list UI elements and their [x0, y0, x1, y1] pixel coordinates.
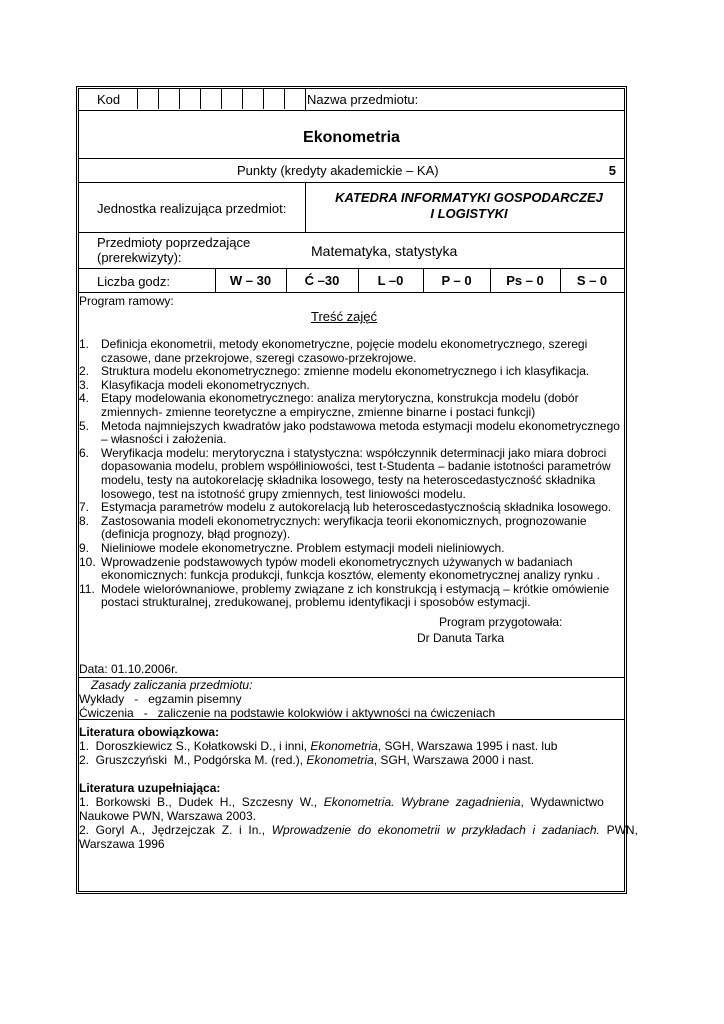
- supplementary-literature-item: 2. Goryl A., Jędrzejczak Z. i In., Wprowadzenie do ekonometrii w przykładach i zadaniach. PWN,: [79, 823, 638, 837]
- hours-exercises: Ć –30: [304, 273, 340, 288]
- topic-text-line: Definicja ekonometrii, metody ekonometryczne, pojęcie modelu ekonometrycznego, szeregi: [101, 337, 588, 351]
- topic-item: [79, 556, 624, 583]
- program-section: [79, 293, 624, 678]
- topic-text-line: Wprowadzenie podstawowych typów modeli ekonometrycznych używanych w badaniach: [101, 554, 573, 569]
- hours-lab: L –0: [377, 273, 404, 288]
- topics-list: [79, 338, 624, 610]
- course-card: [76, 86, 638, 894]
- assessment-exercises: Ćwiczenia - zaliczenie na podstawie kolokwiów i aktywności na ćwiczeniach: [79, 706, 496, 720]
- prepared-by-name: Dr Danuta Tarka: [417, 631, 505, 645]
- code-box: [158, 89, 179, 109]
- topic-number: 9.: [79, 540, 90, 555]
- topic-number: 4.: [79, 391, 90, 406]
- topic-number: 5.: [79, 418, 90, 433]
- code-box: [263, 89, 284, 109]
- topic-number: 11.: [79, 581, 95, 596]
- program-label: Program ramowy:: [79, 294, 174, 308]
- topic-text-line: ekonomicznych: funkcja produkcji, funkcja kosztów, elementy ekonometrycznej analizy rynku .: [101, 568, 600, 583]
- topic-text-line: Estymacja parametrów modelu z autokorelacją lub heteroscedastycznością składnika losowego.: [101, 500, 612, 515]
- topic-item: [79, 420, 624, 447]
- code-box: [179, 89, 200, 109]
- supplementary-literature-item-cont: Naukowe PWN, Warszawa 2003.: [79, 809, 256, 823]
- code-row: [79, 89, 624, 111]
- code-box: [242, 89, 263, 109]
- topic-text-line: losowego, test na istotność grupy zmiennych, test liniowości modelu.: [101, 486, 466, 501]
- topic-item: [79, 515, 624, 542]
- subject-name-label: Nazwa przedmiotu:: [307, 92, 419, 107]
- hours-lecture: W – 30: [229, 273, 272, 288]
- topic-text-line: Klasyfikacja modeli ekonometrycznych.: [101, 377, 310, 392]
- required-literature-item: 2. Gruszczyński M., Podgórska M. (red.), Ekonometria, SGH, Warszawa 2000 i nast.: [79, 753, 535, 767]
- topic-text-line: dopasowania modelu, problem współliniowości, test t-Studenta – badanie istotności parametrów: [101, 459, 611, 474]
- code-box: [200, 89, 221, 109]
- code-box: [221, 89, 242, 109]
- course-title: Ekonometria: [303, 129, 400, 146]
- prereq-label-line1: Przedmioty poprzedzające: [97, 235, 251, 250]
- topic-text-line: Weryfikacja modelu: merytoryczna i statystyczna: współczynnik determinacji jako miara dobroci: [101, 445, 607, 460]
- credits-label: Punkty (kredyty akademickie – KA): [237, 163, 439, 178]
- topic-number: 8.: [79, 513, 90, 528]
- hours-row: [79, 269, 624, 293]
- hours-proseminar: Ps – 0: [506, 273, 544, 288]
- topic-text-line: – własności i założenia.: [101, 432, 227, 447]
- topic-item: [79, 392, 624, 419]
- topic-number: 7.: [79, 500, 90, 515]
- hours-seminar: S – 0: [576, 273, 608, 288]
- topic-text-line: Metoda najmniejszych kwadratów jako podstawowa metoda estymacji modelu ekonometrycznego: [101, 418, 620, 433]
- topic-item: [79, 365, 624, 379]
- topic-text-line: Struktura modelu ekonometrycznego: zmienne modelu ekonometrycznego i ich klasyfikacja.: [101, 364, 590, 379]
- topic-text-line: zmiennych- zmienne teoretyczne a empiryczne, zmienne binarne i postaci funkcji): [101, 404, 536, 419]
- title-row: [79, 111, 624, 159]
- code-box: [137, 89, 158, 109]
- topic-number: 3.: [79, 377, 90, 392]
- credits-value: 5: [608, 163, 616, 178]
- topic-text-line: Modele wielorównaniowe, problemy związane z ich konstrukcją i estymacją – krótkie omówienie: [101, 581, 610, 596]
- topic-number: 1.: [79, 337, 90, 351]
- topic-item: [79, 338, 624, 365]
- prereq-label-line2: (prerekwizyty):: [97, 250, 182, 265]
- topic-number: 2.: [79, 364, 90, 379]
- assessment-lecture: Wykłady - egzamin pisemny: [79, 692, 242, 706]
- supplementary-literature-item: 1. Borkowski B., Dudek H., Szczesny W., Ekonometria. Wybrane zagadnienia, Wydawnictwo: [79, 795, 604, 809]
- unit-value-line1: KATEDRA INFORMATYKI GOSPODARCZEJ: [335, 190, 603, 205]
- hours-label: Liczba godz:: [97, 274, 170, 289]
- topic-text-line: postaci strukturalnej, zredukowanej, problemu identyfikacji i sposobów estymacji.: [101, 595, 531, 610]
- assessment-section: [79, 678, 624, 720]
- prerequisites-row: [79, 233, 624, 269]
- topic-item: [79, 379, 624, 393]
- topic-item: [79, 542, 624, 556]
- prepared-by-label: Program przygotowała:: [439, 615, 563, 629]
- topic-text-line: Etapy modelowania ekonometrycznego: analiza merytoryczna, konstrukcja modelu (dobór: [101, 391, 579, 406]
- hours-project: P – 0: [441, 273, 472, 288]
- topic-item: [79, 447, 624, 501]
- topic-number: 10.: [79, 554, 96, 569]
- topic-item: [79, 583, 624, 610]
- supplementary-literature-title: Literatura uzupełniająca:: [79, 781, 221, 795]
- assessment-title: Zasady zaliczania przedmiotu:: [91, 678, 253, 692]
- topic-text-line: (definicja prognozy, błąd prognozy).: [101, 527, 291, 542]
- topic-text-line: czasowe, dane przekrojowe, szeregi czasowo-przekrojowe.: [101, 350, 417, 365]
- credits-row: [79, 159, 624, 183]
- topic-text-line: Zastosowania modeli ekonometrycznych: weryfikacja teorii ekonomicznych, prognozowanie: [101, 513, 587, 528]
- required-literature-title: Literatura obowiązkowa:: [79, 725, 220, 739]
- unit-row: [79, 183, 624, 233]
- topic-text-line: modelu, testy na autokorelację składnika losowego, testy na heteroscedastyczność składnika: [101, 472, 596, 487]
- date-text: Data: 01.10.2006r.: [79, 662, 178, 676]
- code-box: [284, 89, 305, 109]
- required-literature-item: 1. Doroszkiewicz S., Kołatkowski D., i inni, Ekonometria, SGH, Warszawa 1995 i nast. lub: [79, 739, 558, 753]
- unit-value-line2: I LOGISTYKI: [430, 206, 508, 221]
- literature-section: [79, 725, 638, 851]
- supplementary-literature-item-cont: Warszawa 1996: [79, 837, 165, 851]
- unit-label: Jednostka realizująca przedmiot:: [97, 201, 287, 216]
- topic-item: [79, 501, 624, 515]
- prereq-value: Matematyka, statystyka: [311, 243, 458, 259]
- topic-number: 6.: [79, 445, 90, 460]
- code-label: Kod: [97, 92, 121, 107]
- content-title: Treść zajęć: [311, 309, 377, 324]
- topic-text-line: Nieliniowe modele ekonometryczne. Problem estymacji modeli nieliniowych.: [101, 540, 505, 555]
